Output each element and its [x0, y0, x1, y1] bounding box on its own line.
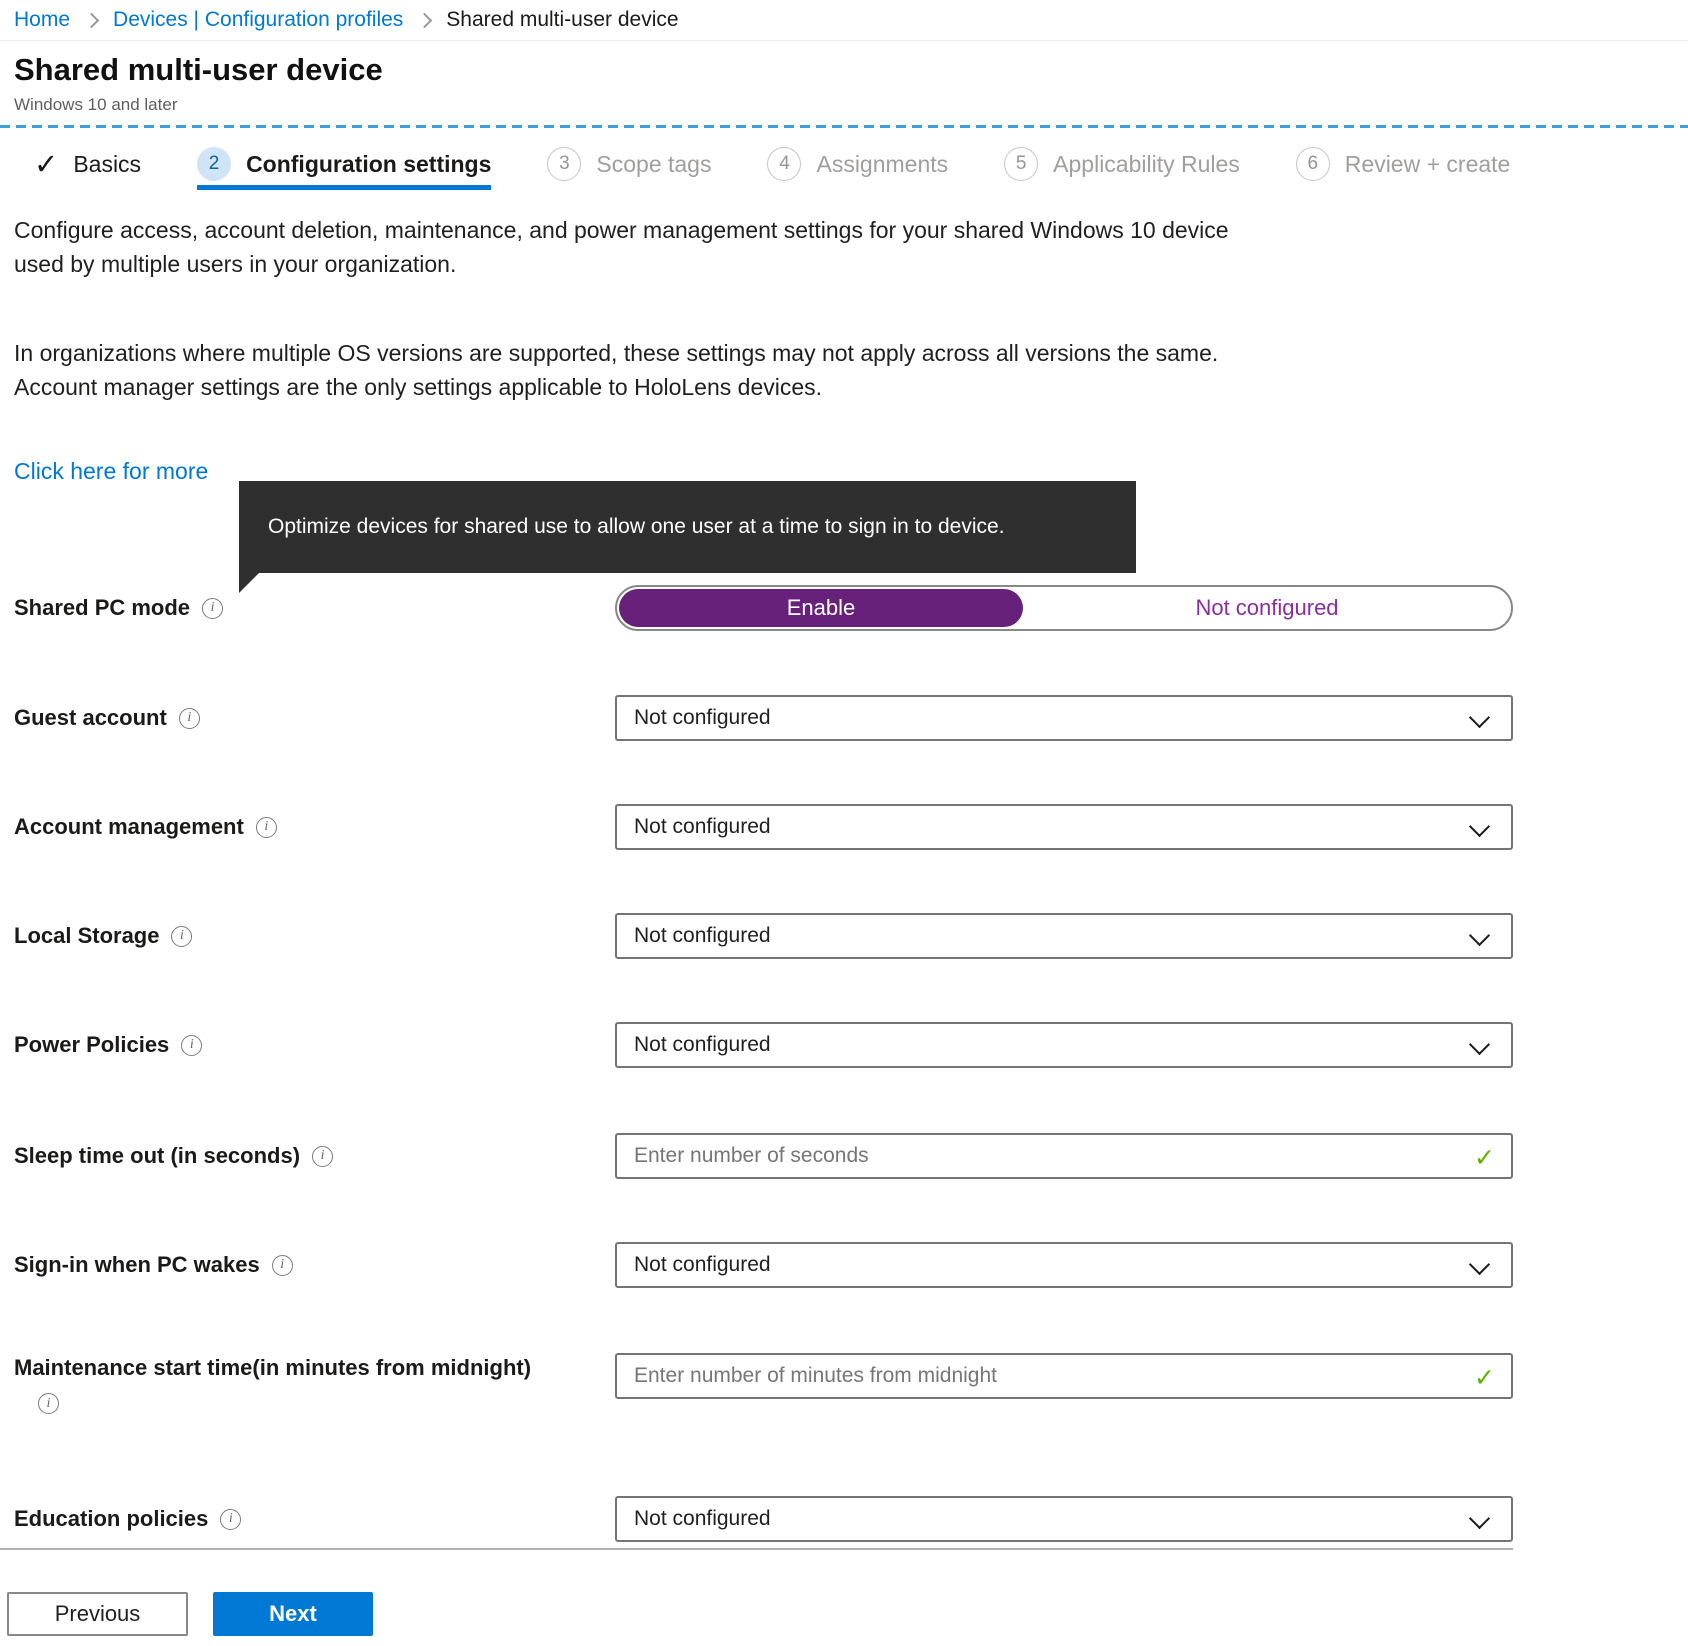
dashed-divider	[0, 125, 1688, 128]
power-policies-label: Power Policies i	[14, 1022, 610, 1068]
education-policies-label: Education policies i	[14, 1496, 610, 1542]
signin-pc-wakes-dropdown[interactable]	[615, 1242, 1513, 1288]
step-configuration-settings[interactable]	[197, 138, 491, 190]
valid-check-icon: ✓	[1474, 1144, 1495, 1172]
info-icon[interactable]: i	[179, 708, 200, 729]
step-review-create[interactable]	[1296, 138, 1511, 190]
signin-pc-wakes-label: Sign-in when PC wakes i	[14, 1242, 610, 1288]
step-number-badge: 4	[767, 147, 801, 181]
step-number-badge: 6	[1296, 147, 1330, 181]
intro-paragraph-2: In organizations where multiple OS versions are supported, these settings may not apply across all versions the same. Account manager settings are the only settings applicable to HoloLens devices.	[14, 340, 1219, 400]
dropdown-value: Not configured	[634, 815, 771, 838]
chevron-right-icon	[84, 12, 100, 28]
guest-account-dropdown[interactable]	[615, 695, 1513, 741]
previous-button[interactable]: Previous	[7, 1592, 188, 1636]
chevron-down-icon	[1469, 707, 1490, 728]
step-label: Configuration settings	[246, 150, 492, 177]
guest-account-label: Guest account i	[14, 695, 610, 741]
toggle-option-not-configured[interactable]: Not configured	[1195, 595, 1339, 620]
step-label: Assignments	[816, 150, 949, 177]
account-management-dropdown[interactable]	[615, 804, 1513, 850]
dropdown-value: Not configured	[634, 706, 771, 729]
step-label: Review + create	[1344, 150, 1511, 177]
toggle-option-enable[interactable]: Enable	[619, 589, 1023, 627]
info-icon[interactable]: i	[272, 1255, 293, 1276]
dropdown-value: Not configured	[634, 1253, 771, 1276]
chevron-down-icon	[1469, 1254, 1490, 1275]
breadcrumb-link-configuration-profiles[interactable]: Devices | Configuration profiles	[113, 8, 404, 31]
page-title: Shared multi-user device	[14, 52, 383, 87]
step-label: Basics	[73, 150, 142, 177]
info-icon[interactable]: i	[181, 1035, 202, 1056]
step-basics[interactable]	[34, 138, 141, 190]
step-number-badge: 3	[547, 147, 581, 181]
page-subtitle: Windows 10 and later	[14, 95, 178, 114]
chevron-down-icon	[1469, 925, 1490, 946]
tooltip	[239, 481, 1136, 573]
breadcrumb	[0, 0, 1688, 41]
info-icon[interactable]: i	[256, 817, 277, 838]
info-icon[interactable]: i	[38, 1393, 59, 1414]
shared-pc-mode-label: Shared PC mode i	[14, 585, 610, 631]
info-icon[interactable]: i	[171, 926, 192, 947]
step-label: Scope tags	[596, 150, 712, 177]
local-storage-label: Local Storage i	[14, 913, 610, 959]
active-tab-underline	[197, 185, 491, 190]
check-icon: ✓	[34, 148, 59, 181]
tooltip-text: Optimize devices for shared use to allow one user at a time to sign in to device.	[268, 515, 1005, 538]
info-icon[interactable]: i	[220, 1509, 241, 1530]
info-icon[interactable]: i	[312, 1146, 333, 1167]
local-storage-dropdown[interactable]	[615, 913, 1513, 959]
step-number-badge: 2	[197, 147, 231, 181]
intro-paragraph-1: Configure access, account deletion, maintenance, and power management settings for your shared Windows 10 device used by multiple users in your organization.	[14, 217, 1229, 277]
maintenance-start-field	[615, 1353, 1513, 1399]
step-label: Applicability Rules	[1053, 150, 1240, 177]
wizard-steps	[34, 138, 1688, 190]
dropdown-value: Not configured	[634, 1507, 771, 1530]
chevron-down-icon	[1469, 1034, 1490, 1055]
maintenance-start-input[interactable]	[617, 1354, 1511, 1398]
chevron-right-icon	[417, 12, 433, 28]
chevron-down-icon	[1469, 1508, 1490, 1529]
valid-check-icon: ✓	[1474, 1364, 1495, 1392]
step-scope-tags[interactable]	[547, 138, 711, 190]
step-number-badge: 5	[1004, 147, 1038, 181]
sleep-timeout-field	[615, 1133, 1513, 1179]
next-button[interactable]: Next	[213, 1592, 373, 1636]
account-management-label: Account management i	[14, 804, 610, 850]
dropdown-value: Not configured	[634, 924, 771, 947]
page-header	[14, 52, 383, 115]
shared-pc-mode-toggle	[615, 585, 1513, 631]
step-assignments[interactable]	[767, 138, 948, 190]
sleep-timeout-input[interactable]	[617, 1134, 1511, 1178]
footer-divider	[0, 1548, 1513, 1550]
maintenance-start-label: Maintenance start time(in minutes from midnight) i	[14, 1353, 654, 1414]
breadcrumb-link-home[interactable]: Home	[14, 8, 71, 31]
tooltip-pointer	[239, 573, 259, 593]
breadcrumb-current: Shared multi-user device	[446, 8, 679, 31]
step-applicability-rules[interactable]	[1004, 138, 1240, 190]
info-icon[interactable]: i	[202, 598, 223, 619]
dropdown-value: Not configured	[634, 1033, 771, 1056]
education-policies-dropdown[interactable]	[615, 1496, 1513, 1542]
chevron-down-icon	[1469, 816, 1490, 837]
more-info-link[interactable]: Click here for more	[14, 458, 209, 484]
power-policies-dropdown[interactable]	[615, 1022, 1513, 1068]
sleep-timeout-label: Sleep time out (in seconds) i	[14, 1133, 610, 1179]
